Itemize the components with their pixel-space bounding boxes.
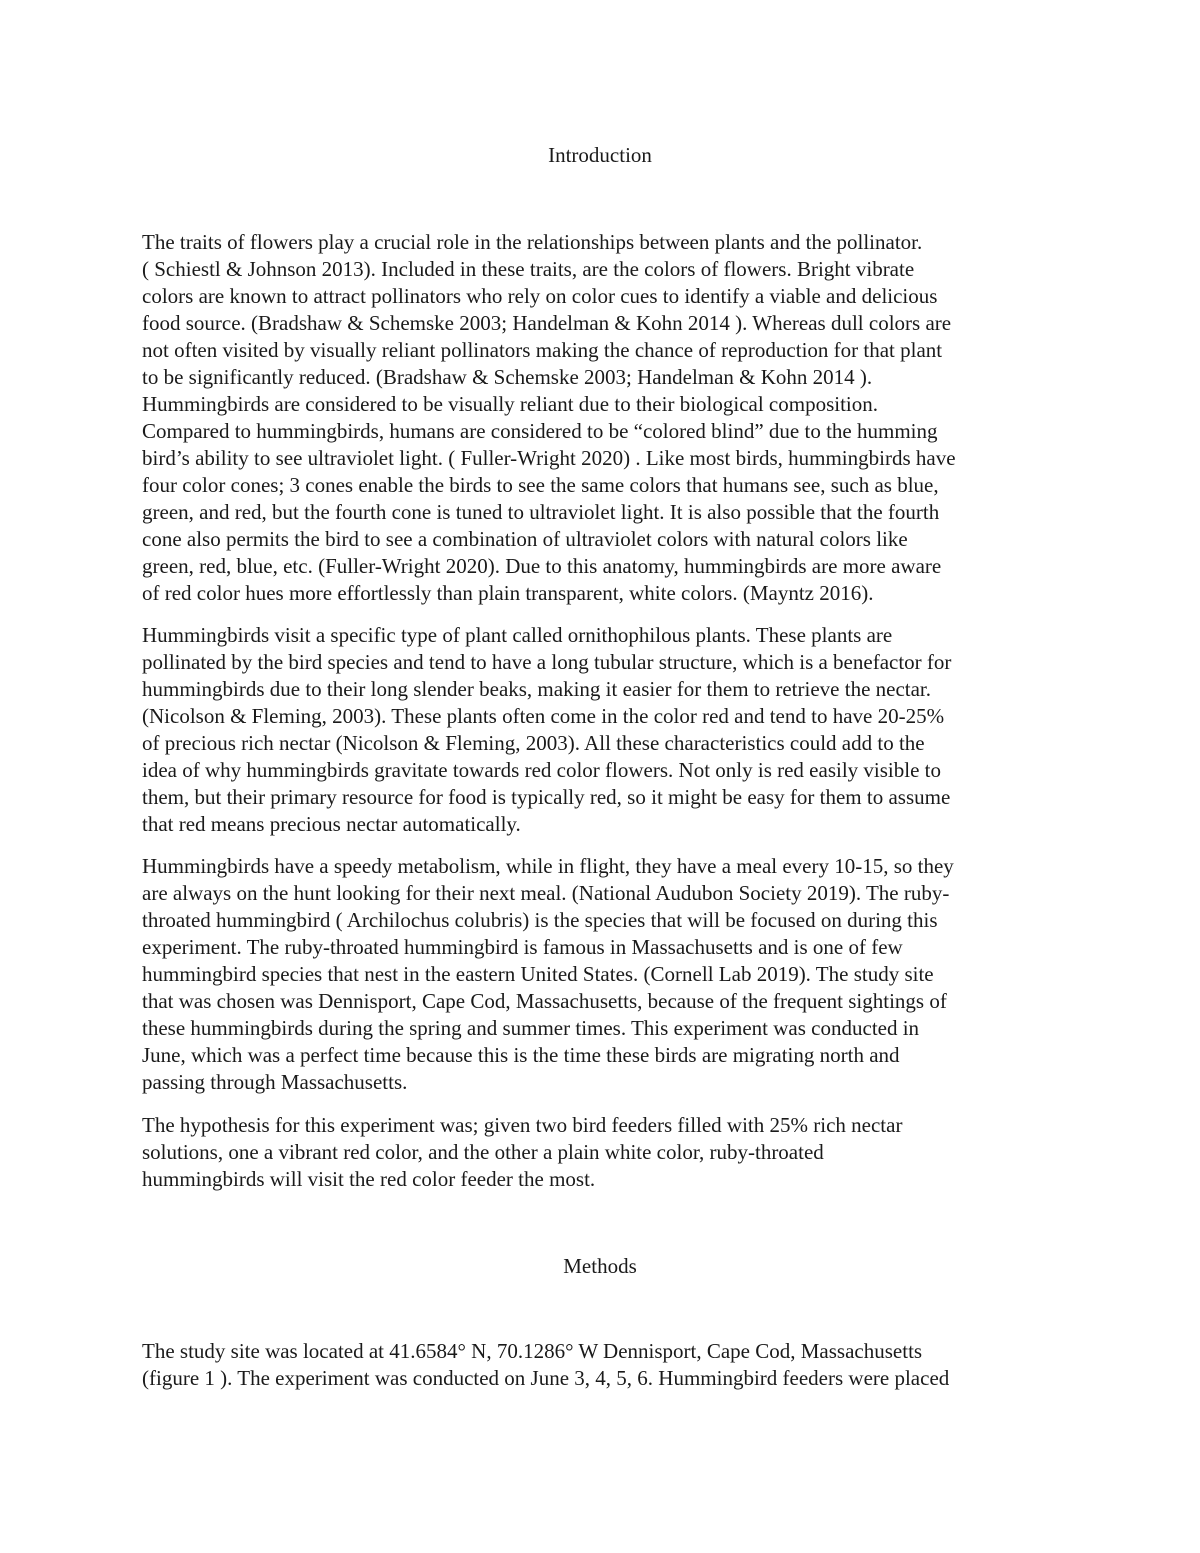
text-line: bird’s ability to see ultraviolet light. ( Fuller-Wright 2020) . Like most birds, hummingbirds have <box>142 446 956 470</box>
text-line: Compared to hummingbirds, humans are considered to be “colored blind” due to the humming <box>142 419 938 443</box>
text-line: solutions, one a vibrant red color, and the other a plain white color, ruby-throated <box>142 1140 824 1164</box>
text-line: that red means precious nectar automatically. <box>142 812 521 836</box>
text-line: The hypothesis for this experiment was; given two bird feeders filled with 25% rich nectar <box>142 1113 903 1137</box>
text-line: (Nicolson & Fleming, 2003). These plants often come in the color red and tend to have 20-25% <box>142 704 945 728</box>
section-heading-methods: Methods <box>563 1254 637 1278</box>
text-line: throated hummingbird ( Archilochus colubris) is the species that will be focused on during this <box>142 908 938 932</box>
text-line: hummingbirds will visit the red color feeder the most. <box>142 1167 596 1191</box>
text-line: of precious rich nectar (Nicolson & Fleming, 2003). All these characteristics could add to the <box>142 731 925 755</box>
paragraph-study-site <box>142 1338 1072 1392</box>
text-line: hummingbirds due to their long slender beaks, making it easier for them to retrieve the nectar. <box>142 677 932 701</box>
text-line: idea of why hummingbirds gravitate towards red color flowers. Not only is red easily visible to <box>142 758 941 782</box>
text-line: of red color hues more effortlessly than plain transparent, white colors. (Mayntz 2016). <box>142 581 874 605</box>
text-line: pollinated by the bird species and tend to have a long tubular structure, which is a benefactor for <box>142 650 952 674</box>
paragraph-hypothesis <box>142 1112 1072 1193</box>
text-line: food source. (Bradshaw & Schemske 2003; Handelman & Kohn 2014 ). Whereas dull colors are <box>142 311 952 335</box>
paragraph-intro-traits <box>142 229 1072 607</box>
text-line: The traits of flowers play a crucial role in the relationships between plants and the pollinator. <box>142 230 923 254</box>
text-line: are always on the hunt looking for their next meal. (National Audubon Society 2019). The ruby- <box>142 881 950 905</box>
text-line: not often visited by visually reliant pollinators making the chance of reproduction for that plant <box>142 338 943 362</box>
text-line: to be significantly reduced. (Bradshaw & Schemske 2003; Handelman & Kohn 2014 ). <box>142 365 873 389</box>
text-line: June, which was a perfect time because this is the time these birds are migrating north and <box>142 1043 900 1067</box>
text-line: green, red, blue, etc. (Fuller-Wright 2020). Due to this anatomy, hummingbirds are more aware <box>142 554 942 578</box>
paragraph-ornithophilous-plants <box>142 622 1072 838</box>
text-line: these hummingbirds during the spring and summer times. This experiment was conducted in <box>142 1016 920 1040</box>
text-line: hummingbird species that nest in the eastern United States. (Cornell Lab 2019). The study site <box>142 962 934 986</box>
text-line: colors are known to attract pollinators who rely on color cues to identify a viable and delicious <box>142 284 938 308</box>
text-line: four color cones; 3 cones enable the birds to see the same colors that humans see, such as blue, <box>142 473 939 497</box>
section-heading-introduction: Introduction <box>548 143 652 167</box>
text-line: Hummingbirds visit a specific type of plant called ornithophilous plants. These plants are <box>142 623 893 647</box>
text-line: cone also permits the bird to see a combination of ultraviolet colors with natural colors like <box>142 527 908 551</box>
paragraph-metabolism <box>142 853 1072 1096</box>
text-line: ( Schiestl & Johnson 2013). Included in these traits, are the colors of flowers. Bright vibrate <box>142 257 915 281</box>
text-line: that was chosen was Dennisport, Cape Cod, Massachusetts, because of the frequent sightings of <box>142 989 947 1013</box>
text-line: Hummingbirds have a speedy metabolism, while in flight, they have a meal every 10-15, so they <box>142 854 954 878</box>
text-line: The study site was located at 41.6584° N, 70.1286° W Dennisport, Cape Cod, Massachusetts <box>142 1339 923 1363</box>
text-line: (figure 1 ). The experiment was conducted on June 3, 4, 5, 6. Hummingbird feeders were placed <box>142 1366 950 1390</box>
text-line: passing through Massachusetts. <box>142 1070 408 1094</box>
text-line: green, and red, but the fourth cone is tuned to ultraviolet light. It is also possible that the fourth <box>142 500 940 524</box>
text-line: them, but their primary resource for food is typically red, so it might be easy for them to assume <box>142 785 951 809</box>
text-line: Hummingbirds are considered to be visually reliant due to their biological composition. <box>142 392 879 416</box>
text-line: experiment. The ruby-throated hummingbird is famous in Massachusetts and is one of few <box>142 935 903 959</box>
